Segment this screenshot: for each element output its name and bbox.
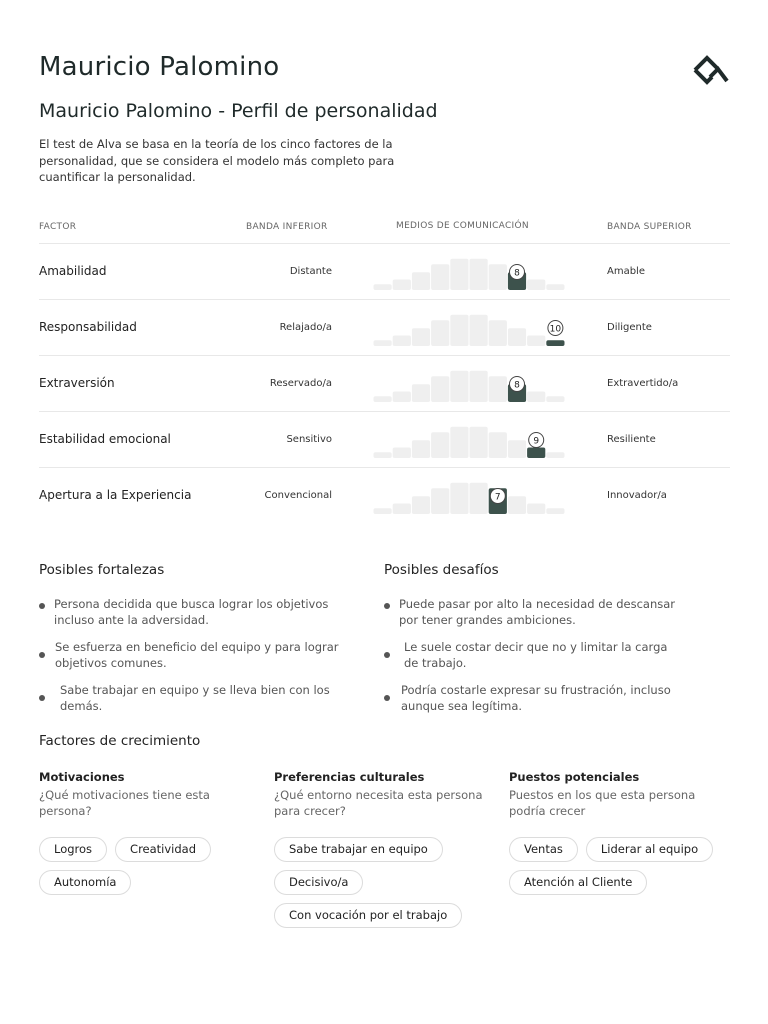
growth-column-question: Puestos en los que esta persona podría crecer [509,788,696,818]
score-label: 8 [514,268,520,279]
bullet-icon [39,603,45,609]
list-item-text: Le suele costar decir que no y limitar la carga de trabajo. [404,640,668,670]
bullet-icon [39,695,45,701]
distribution-bar [412,272,430,290]
score-label: 10 [549,324,562,335]
challenges-list [384,596,684,725]
low-band-label: Relajado/a [279,322,332,333]
intro-text: El test de Alva se basa en la teoría de los cinco factores de la personalidad, que se considera el modelo más completo para cuantificar la personalidad. [39,137,395,184]
growth-column-title: Preferencias culturales [274,770,425,784]
distribution-bar [450,483,468,514]
distribution-bar [508,496,526,514]
distribution-bar [412,384,430,402]
low-band-label: Reservado/a [269,378,332,389]
distribution-bar [450,427,468,458]
distribution-bar [450,259,468,290]
distribution-bar [393,336,411,346]
column-header-high-band: BANDA SUPERIOR [607,222,692,232]
distribution-bar [470,427,488,458]
distribution-bar [489,432,507,458]
list-item [39,682,339,714]
bullet-icon [384,652,390,658]
growth-column-question: ¿Qué entorno necesita esta persona para crecer? [274,788,483,818]
distribution-bar [489,264,507,290]
distribution-bar [527,336,545,346]
tag-chip: Creatividad [115,837,211,862]
alva-logo-icon [692,55,730,85]
chip-group [39,837,269,895]
tag-chip: Sabe trabajar en equipo [274,837,443,862]
factor-row [39,412,730,468]
list-item-text: Se esfuerza en beneficio del equipo y para lograr objetivos comunes. [55,640,339,670]
distribution-bar [470,315,488,346]
distribution-bar [374,340,392,346]
distribution-bar [546,396,564,402]
chip-group [274,837,504,928]
candidate-name: Mauricio Palomino [39,52,280,82]
distribution-bar [374,452,392,458]
factor-name: Estabilidad emocional [39,432,171,446]
factor-name: Amabilidad [39,264,107,278]
score-label: 7 [494,492,501,503]
list-item-text: Persona decidida que busca lograr los objetivos incluso ante la adversidad. [54,597,329,627]
tag-chip: Con vocación por el trabajo [274,903,462,928]
distribution-bar [431,320,449,346]
distribution-bar [431,488,449,514]
tag-chip: Atención al Cliente [509,870,647,895]
distribution-bar [470,483,488,514]
high-band-label: Innovador/a [607,490,667,501]
factor-row [39,244,730,300]
low-band-label: Sensitivo [286,434,332,445]
distribution-bar [393,504,411,514]
distribution-bar [508,440,526,458]
distribution-bar [450,315,468,346]
score-distribution-chart [373,418,565,462]
distribution-bar [527,280,545,290]
distribution-bar [374,284,392,290]
list-item [39,596,339,628]
list-item [384,682,684,714]
score-distribution-chart [373,474,565,518]
list-item [39,639,339,671]
distribution-bar [412,440,430,458]
list-item-text: Puede pasar por alto la necesidad de descansar por tener grandes ambiciones. [399,597,676,627]
distribution-bar [374,396,392,402]
distribution-bar [508,328,526,346]
bullet-icon [384,695,390,701]
score-distribution-chart [373,362,565,406]
factor-name: Responsabilidad [39,320,137,334]
distribution-bar [470,371,488,402]
distribution-bar [412,496,430,514]
score-label: 9 [533,436,540,447]
high-band-label: Extravertido/a [607,378,679,389]
distribution-bar [470,259,488,290]
distribution-bar [546,452,564,458]
distribution-bar [527,504,545,514]
score-distribution-chart [373,250,565,294]
distribution-bar [431,264,449,290]
distribution-bar [546,284,564,290]
bullet-icon [39,652,45,658]
distribution-bar [431,376,449,402]
factor-row [39,300,730,356]
growth-column-question: ¿Qué motivaciones tiene esta persona? [39,788,210,818]
score-bar-highlight [546,340,564,346]
tag-chip: Liderar al equipo [586,837,713,862]
page-title: Mauricio Palomino - Perfil de personalidad [39,100,438,122]
growth-title: Factores de crecimiento [39,733,201,749]
growth-column-title: Motivaciones [39,770,125,784]
distribution-bar [412,328,430,346]
distribution-bar [393,392,411,402]
distribution-bar [431,432,449,458]
distribution-bar [393,448,411,458]
tag-chip: Autonomía [39,870,131,895]
factor-name: Apertura a la Experiencia [39,488,192,502]
score-distribution-chart [373,306,565,350]
strengths-title: Posibles fortalezas [39,562,165,578]
column-header-factor: FACTOR [39,222,77,232]
growth-column [274,770,494,922]
list-item [384,639,684,671]
growth-column [509,770,729,889]
factor-row [39,468,730,524]
strengths-list [39,596,339,725]
distribution-bar [489,376,507,402]
list-item [384,596,684,628]
factor-name: Extraversión [39,376,115,390]
low-band-label: Convencional [264,490,332,501]
list-item-text: Podría costarle expresar su frustración, incluso aunque sea legítima. [401,683,671,713]
distribution-bar [489,320,507,346]
chip-group [509,837,739,895]
tag-chip: Decisivo/a [274,870,363,895]
factor-row [39,356,730,412]
bullet-icon [384,603,390,609]
high-band-label: Resiliente [607,434,656,445]
column-header-media: MEDIOS DE COMUNICACIÓN [396,221,529,231]
distribution-bar [393,280,411,290]
tag-chip: Ventas [509,837,578,862]
low-band-label: Distante [289,266,332,277]
score-label: 8 [514,380,520,391]
high-band-label: Amable [607,266,645,277]
growth-column-title: Puestos potenciales [509,770,640,784]
distribution-bar [374,508,392,514]
growth-column [39,770,259,889]
high-band-label: Diligente [607,322,652,333]
distribution-bar [450,371,468,402]
list-item-text: Sabe trabajar en equipo y se lleva bien con los demás. [60,683,330,713]
challenges-title: Posibles desafíos [384,562,499,578]
column-header-low-band: BANDA INFERIOR [246,222,328,232]
tag-chip: Logros [39,837,107,862]
distribution-bar [546,508,564,514]
score-bar-highlight [527,448,545,458]
distribution-bar [527,392,545,402]
